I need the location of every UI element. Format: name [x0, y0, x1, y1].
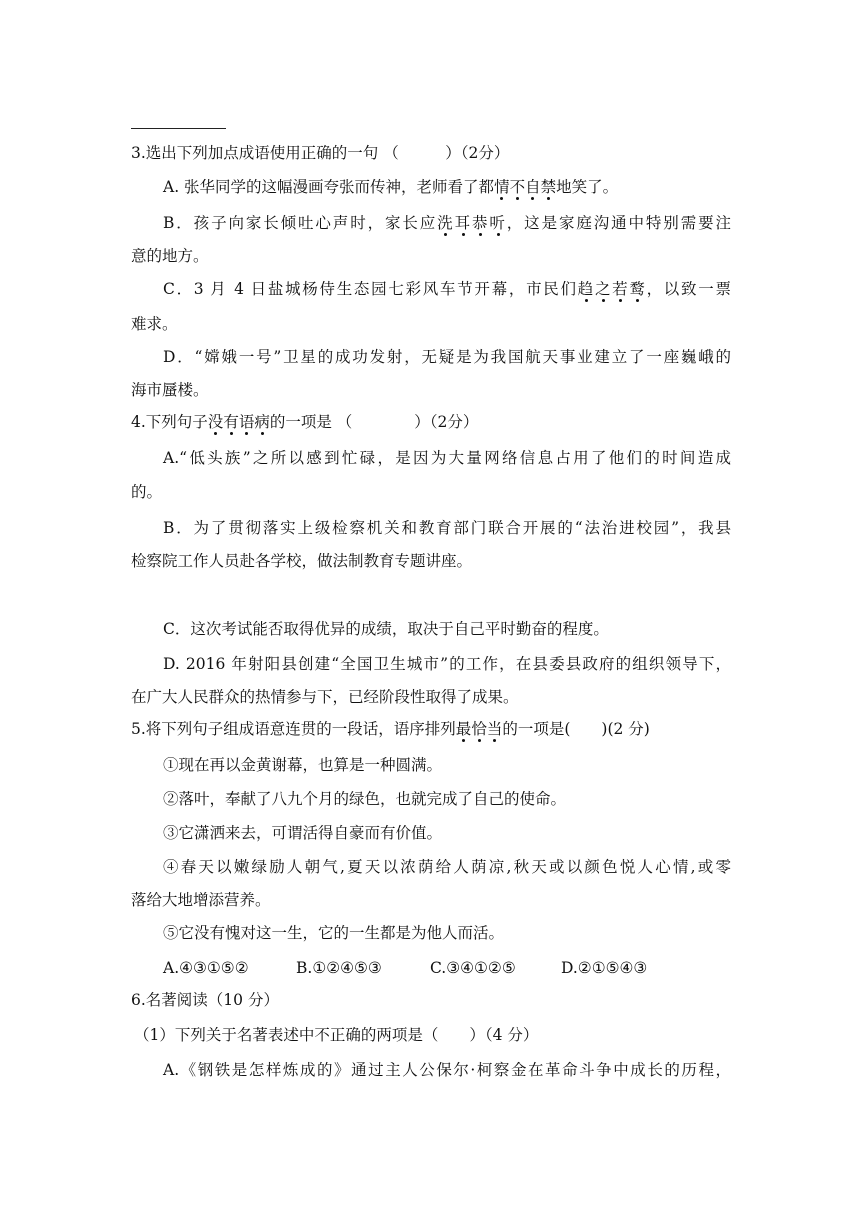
q5-sentence-4: ④春天以嫩绿励人朝气,夏天以浓荫给人荫凉,秋天或以颜色悦人心情,或零 [163, 858, 731, 876]
q5-sentence-3: ③它潇洒来去，可谓活得自豪而有价值。 [163, 824, 443, 842]
q4-option-c: C．这次考试能否取得优异的成绩，取决于自己平时勤奋的程度。 [163, 620, 609, 638]
q5-sentence-4-cont: 落给大地增添营养。 [131, 891, 271, 909]
q5-sentence-1: ①现在再以金黄谢幕，也算是一种圆满。 [163, 756, 443, 774]
q4-option-a: A.“低头族”之所以感到忙碌，是因为大量网络信息占用了他们的时间造成 [163, 449, 731, 467]
q3-stem: 3.选出下列加点成语使用正确的一句 （ ）（2分） [131, 144, 510, 162]
q4-option-a-cont: 的。 [131, 483, 163, 501]
q4-option-b: B．为了贯彻落实上级检察机关和教育部门联合开展的“法治进校园”，我县 [163, 519, 731, 537]
q3-option-d: D．“嫦娥一号”卫星的成功发射，无疑是为我国航天事业建立了一座巍峨的 [163, 348, 731, 366]
q5-option-d: D.②①⑤④③ [561, 959, 648, 977]
q5-option-c: C.③④①②⑤ [430, 959, 516, 977]
q5-sentence-2: ②落叶，奉献了八九个月的绿色，也就完成了自己的使命。 [163, 790, 567, 808]
q3-option-d-cont: 海市蜃楼。 [131, 381, 209, 399]
q4-option-b-cont: 检察院工作人员赴各学校，做法制教育专题讲座。 [131, 552, 473, 570]
q5-sentence-5: ⑤它没有愧对这一生，它的一生都是为他人而活。 [163, 924, 505, 942]
q6-option-a: A.《钢铁是怎样炼成的》通过主人公保尔·柯察金在革命斗争中成长的历程， [163, 1061, 731, 1079]
q6-sub1: （1）下列关于名著表述中不正确的两项是（ ）（4 分） [134, 1026, 539, 1044]
q3-option-c: C．3 月 4 日盐城杨侍生态园七彩风车节开幕，市民们趋之若鹜，以致一票 [163, 280, 731, 298]
q5-option-a: A.④③①⑤② [163, 959, 249, 977]
q5-option-b: B.①②④⑤③ [296, 959, 382, 977]
q3-option-c-cont: 难求。 [131, 315, 178, 333]
q5-stem: 5.将下列句子组成语意连贯的一段话，语序排列最恰当的一项是( )(2 分) [131, 720, 650, 738]
q3-option-b-cont: 意的地方。 [131, 247, 209, 265]
q6-stem: 6.名著阅读（10 分） [131, 991, 279, 1009]
q3-option-b: B．孩子向家长倾吐心声时，家长应洗耳恭听，这是家庭沟通中特别需要注 [163, 214, 731, 232]
q4-option-d: D. 2016 年射阳县创建“全国卫生城市”的工作，在县委县政府的组织领导下， [163, 655, 731, 673]
q3-option-a: A. 张华同学的这幅漫画夸张而传神，老师看了都情不自禁地笑了。 [163, 178, 619, 196]
header-rule [131, 128, 226, 129]
q4-option-d-cont: 在广大人民群众的热情参与下，已经阶段性取得了成果。 [131, 688, 519, 706]
q4-stem: 4.下列句子没有语病的一项是 （ ）（2分） [131, 413, 479, 431]
